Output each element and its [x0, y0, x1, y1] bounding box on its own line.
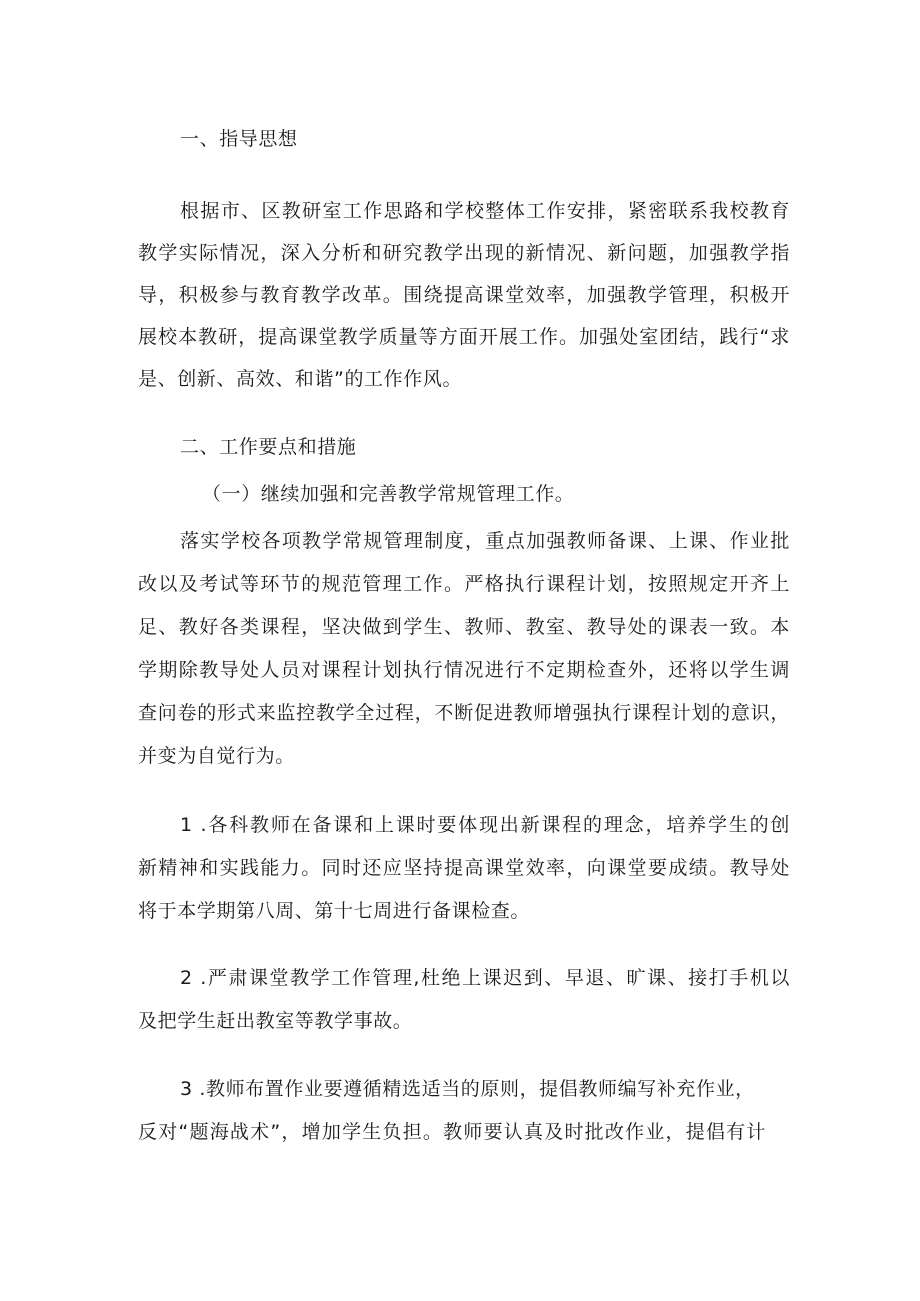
- paragraph-line: 及把学生赶出教室等教学事故。: [138, 1010, 413, 1032]
- paragraph-line: 教学实际情况，深入分析和研究教学出现的新情况、新问题，加强教学指: [138, 242, 790, 264]
- paragraph-line: 改以及考试等环节的规范管理工作。严格执行课程计划，按照规定开齐上: [138, 573, 790, 595]
- paragraph-line: 落实学校各项教学常规管理制度，重点加强教师备课、上课、作业批: [180, 530, 790, 552]
- paragraph-line: 展校本教研，提高课堂教学质量等方面开展工作。加强处室团结，践行“求: [138, 326, 790, 348]
- section-heading-guiding-ideology: 一、指导思想: [180, 128, 298, 150]
- paragraph-line: 学期除教导处人员对课程计划执行情况进行不定期检查外，还将以学生调: [138, 659, 790, 681]
- paragraph-line: 是、创新、高效、和谐”的工作作风。: [138, 368, 463, 390]
- subsection-heading: （一）继续加强和完善教学常规管理工作。: [202, 483, 575, 505]
- paragraph-line: 根据市、区教研室工作思路和学校整体工作安排，紧密联系我校教育: [180, 200, 790, 222]
- list-item-1-line: 1 .各科教师在备课和上课时要体现出新课程的理念，培养学生的创: [180, 814, 790, 836]
- list-item-2-line: 2 .严肃课堂教学工作管理,杜绝上课迟到、早退、旷课、接打手机以: [180, 967, 790, 989]
- paragraph-line: 新精神和实践能力。同时还应坚持提高课堂效率，向课堂要成绩。教导处: [138, 857, 790, 879]
- paragraph-line: 并变为自觉行为。: [138, 745, 295, 767]
- paragraph-line: 导，积极参与教育教学改革。围绕提高课堂效率，加强教学管理，积极开: [138, 284, 790, 306]
- list-item-3-line: 3 .教师布置作业要遵循精选适当的原则，提倡教师编写补充作业，: [180, 1078, 755, 1100]
- section-heading-key-points: 二、工作要点和措施: [180, 436, 357, 458]
- paragraph-line: 查问卷的形式来监控教学全过程，不断促进教师增强执行课程计划的意识，: [138, 702, 790, 724]
- paragraph-line: 反对“题海战术”，增加学生负担。教师要认真及时批改作业，提倡有计: [138, 1121, 766, 1143]
- paragraph-line: 足、教好各类课程，坚决做到学生、教师、教室、教导处的课表一致。本: [138, 616, 790, 638]
- paragraph-line: 将于本学期第八周、第十七周进行备课检查。: [138, 900, 531, 922]
